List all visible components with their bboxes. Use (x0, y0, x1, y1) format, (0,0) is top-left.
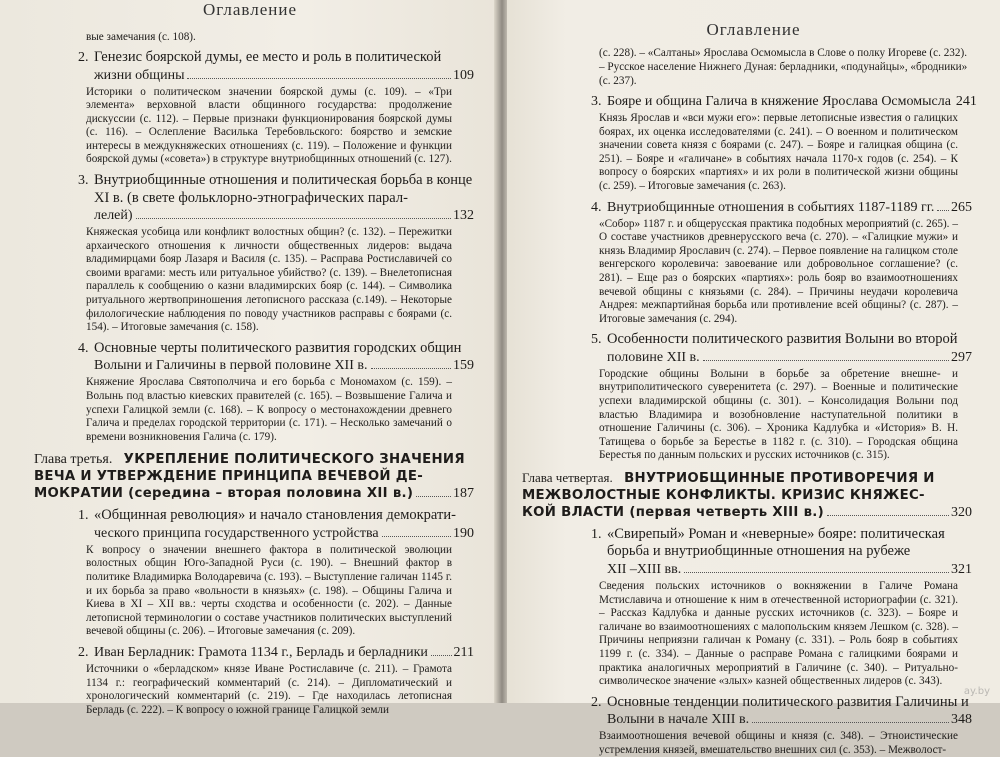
right-page (507, 0, 1000, 756)
section-title-line (607, 561, 972, 578)
section-description: Княжение Ярослава Святополчича и его борьба с Мономахом (с. 159). – Волынь под властью киевских правителей (с. 165). – Возвышение Галича и успехи Галицкой земли (с. 168). – К вопросу о местонахождении древнего Галича и пределах городской территории (с. 171). – Несколько замечаний о времени возникновения Галича (с. 179). (86, 376, 452, 443)
section-description: Источники о «берладском» князе Иване Ростиславиче (с. 211). – Грамота 1134 г.: географический комментарий (с. 214). – Дипломатический и хронологический комментарий (с. 219). – Где находилась летописная Берладь (с. 222). – К вопросу о южной границе Галицкой земли (86, 662, 452, 716)
toc-section (562, 526, 972, 689)
section-title-end: жизни общины (94, 67, 185, 83)
page-number: 211 (453, 644, 474, 660)
toc-section (34, 49, 474, 167)
section-title-line (94, 357, 474, 374)
section-title-end: лелей) (94, 208, 133, 224)
chapter-title-line1: УКРЕПЛЕНИЕ ПОЛИТИЧЕСКОГО ЗНАЧЕНИЯ (123, 452, 465, 468)
toc-section (34, 340, 474, 444)
left-page (0, 0, 500, 716)
page-number: 159 (453, 358, 474, 374)
page-number: 190 (453, 525, 474, 541)
section-title-end: Волыни в начале XIII в. (607, 712, 750, 728)
toc-section (562, 331, 972, 463)
chapter-label: Глава четвертая. (522, 469, 613, 485)
section-number: 5. (591, 332, 602, 348)
page-header-right: Оглавление (706, 20, 801, 39)
chapter-title-line3: КОЙ ВЛАСТИ (522, 504, 625, 520)
section-description: Сведения польских источников о вокняжении в Галиче Романа Мстиславича и отношение к ним в отечественной историографии (с. 321). – Рассказ Кадлубка и данные русских источников (с. 323). – Бояре и галичане во взаимоотношениях с малопольским князем Лешком (с. 328). – Причины неприязни галичан к Роману (с. 331). – Роль бояр в событиях 1199 г. (с. 334). – Данные о расправе Романа с галицкими боярами и практика аналогичных мероприятий в Галичине (с. 340). – Ритуально-символическое значение «злых» казней общественных лидеров (с. 343). (599, 579, 958, 688)
toc-section (562, 93, 977, 194)
section-description: «Собор» 1187 г. и общерусская практика подобных мероприятий (с. 265). – О составе участников древнерусского веча (с. 270). – «Галицкие мужи» и князь Владимир Ярославич (с. 274). – Первое появление на галицком столе венгерского королевича: завоевание или добровольное соглашение? (с. 281). – Еще раз о боярских «партиях»: роль бояр во взаимоотношениях вечевой общины с князьями (с. 284). – Причины неудачи королевича Андрея: межпартийная борьба или противление всей общины? (с. 287). – Итоговые замечания (с. 294). (599, 217, 958, 325)
chapter-title-line3: МОКРАТИИ (34, 486, 124, 502)
watermark: ay.by (963, 686, 990, 697)
page-number: 320 (951, 504, 972, 520)
section-title: «Свирепый» Роман и «неверные» бояре: политическая борьба и внутриобщинные отношения на рубеже (607, 525, 945, 560)
toc-section (34, 644, 474, 717)
section-number: 1. (78, 508, 89, 524)
dot-leader (752, 722, 949, 723)
section-number: 3. (591, 94, 602, 109)
section-number: 3. (78, 173, 89, 189)
page-header-left: Оглавление (203, 0, 297, 19)
section-number: 4. (78, 340, 89, 356)
section-title: Внутриобщинные отношения и политическая борьба в конце XI в. (в свете фольклорно-этнографических парал- (94, 172, 473, 206)
page-number: 321 (951, 561, 972, 577)
section-description: Историки о политическом значении боярской думы (с. 109). – «Три элемента» верховной власти общинного государства: продолжение дискуссии (с. 112). – Первые признаки функционирования боярской думы (с. 116). – Ослепление Василька Теребовльского: боярство и земские интересы в междукняжеских отношениях (с. 119). – Положение и функции боярской думы («совета») в структуре внутриобщинных отношений (с. 127). (86, 85, 452, 166)
section-title-end: Волыни и Галичины в первой половине XII в. (94, 358, 368, 374)
section-description: Князь Ярослав и «вси мужи его»: первые летописные известия о галицких боярах, их оценка исследователями (с. 241). – О военном и политическом значении совета князя с боярами (с. 247). – Бояре и галицкая община (с. 251). – Бояре и «галичане» в событиях начала 1170-х годов (с. 254). – К вопросу о боярских «партиях» и их роли в политической жизни общины (с. 259). – Итоговые замечания (с. 263). (599, 112, 958, 192)
dot-leader (684, 572, 949, 573)
section-title: Особенности политического развития Волыни во второй (607, 331, 958, 348)
section-title-end: XII –XIII вв. (607, 561, 682, 577)
chapter-title-line1: ВНУТРИОБЩИННЫЕ ПРОТИВОРЕЧИЯ И (624, 470, 935, 486)
section-title-line (607, 349, 972, 366)
section-number: 4. (591, 199, 602, 215)
toc-section (562, 199, 972, 327)
section-number: 2. (591, 694, 602, 710)
section-title-end: Бояре и община Галича в княжение Ярослава Осмомысла (607, 94, 951, 109)
section-description: Княжеская усобица или конфликт волостных общин? (с. 132). – Пережитки архаического отношения к личности общественных лидеров: выдача владимирцами бояр Лазаря и Василя (с. 135). – Расправа Ростиславичей со своими врагами: месть или ритуальное убийство? (с. 139). – Внелетописная параллель к сообщению о казни владимирских бояр (с. 144). – Символика ритуального жертвоприношения летописного рассказа (с.149). – Некоторые филологические наблюдения по поводу участников расправы с боярами (с. 154). – Итоговые замечания (с. 158). (86, 226, 452, 334)
section-number: 2. (78, 644, 89, 660)
dot-leader (416, 496, 451, 497)
section-title-line (94, 644, 474, 661)
left-page-body (34, 30, 474, 717)
section-title-line (607, 711, 972, 728)
section-title-end: ческого принципа государственного устройства (94, 525, 379, 541)
chapter-title-line (522, 504, 972, 521)
chapter-title-line2: МЕЖВОЛОСТНЫЕ КОНФЛИКТЫ. КРИЗИС КНЯЖЕС- (522, 487, 925, 503)
section-title: Основные тенденции политического развития Галичины и (607, 693, 969, 710)
section-title-line (94, 525, 474, 542)
dot-leader (187, 78, 451, 79)
page-number: 265 (951, 199, 972, 215)
toc-section (34, 507, 474, 639)
dot-leader (136, 218, 451, 219)
section-description: Взаимоотношения вечевой общины и князя (с. 348). – Этноистические устремления князей, вмешательство внешних сил (с. 353). – Межволост- (599, 730, 958, 756)
section-title-end: Иван Берладник: Грамота 1134 г., Берладь и берладники (94, 644, 428, 660)
dot-leader (937, 210, 949, 211)
section-title: «Общинная революция» и начало становления демократи- (94, 507, 456, 524)
chapter-subtitle: (первая четверть XIII в.) (629, 504, 825, 520)
section-title-end: половине XII в. (607, 349, 700, 365)
section-title: Основные черты политического развития городских общин (94, 339, 462, 356)
dot-leader (827, 515, 949, 516)
section-title-line (607, 93, 977, 110)
continued-text: (с. 228). – «Салтаны» Ярослава Осмомысла в Слове о полку Игореве (с. 232). – Русское население Нижнего Дуная: берладники, «подунайцы», «бродники» (с. 237). (599, 47, 968, 87)
page-number: 109 (453, 67, 474, 83)
toc-section (34, 172, 474, 335)
chapter-heading (522, 469, 972, 521)
chapter-label: Глава третья. (34, 452, 113, 468)
section-title-end: Внутриобщинные отношения в событиях 1187-1189 гг. (607, 199, 935, 215)
page-number: 187 (453, 486, 474, 502)
chapter-title-line2: ВЕЧА И УТВЕРЖДЕНИЕ ПРИНЦИПА ВЕЧЕВОЙ ДЕ- (34, 469, 424, 485)
section-title-line (94, 207, 474, 224)
section-title-line (94, 67, 474, 84)
dot-leader (382, 536, 451, 537)
dot-leader (431, 655, 452, 656)
section-title-line (607, 199, 972, 216)
dot-leader (703, 360, 949, 361)
page-number: 132 (453, 208, 474, 224)
section-description: К вопросу о значении внешнего фактора в политической эволюции волостных общин Юго-Западной Руси (с. 190). – Внешний фактор в политике Владимирка Володаревича (с. 193). – Выступление галичан 1145 г. и их борьба за право «вольности в князьях» (с. 198). – Общины Галича и Киева в XI – XII вв.: черты сходства и особенности (с. 202). – Данные летописной терминологии о составе участников политических выступлений вечевой общины (с. 206). – Итоговые замечания (с. 209). (86, 543, 452, 638)
page-number: 348 (951, 712, 972, 728)
section-number: 1. (591, 526, 602, 542)
chapter-title-line (34, 485, 474, 502)
section-title: Генезис боярской думы, ее место и роль в политической (94, 49, 442, 65)
toc-section (562, 694, 972, 757)
page-number: 297 (951, 349, 972, 365)
continued-text: вые замечания (с. 108). (86, 31, 196, 43)
dot-leader (371, 368, 452, 369)
section-description: Городские общины Волыни в борьбе за обретение внешне- и внутриполитического суверенитета (с. 297). – Военные и политические успехи владимирской общины (с. 301). – Консолидация Волыни под властью Владимира и возобновление наступательной политики в отношение Галичины (с. 306). – Хроника Кадлубка и «История» В. Н. Татищева о борьбе за Берестье в 1182 г. (с. 310). – Городская община Берестья по данным польских и русских источников (с. 315). (599, 367, 958, 462)
page-number: 241 (955, 94, 977, 109)
section-number: 2. (78, 50, 89, 65)
chapter-subtitle: (середина – вторая половина XII в.) (128, 486, 414, 502)
chapter-heading (34, 450, 474, 502)
